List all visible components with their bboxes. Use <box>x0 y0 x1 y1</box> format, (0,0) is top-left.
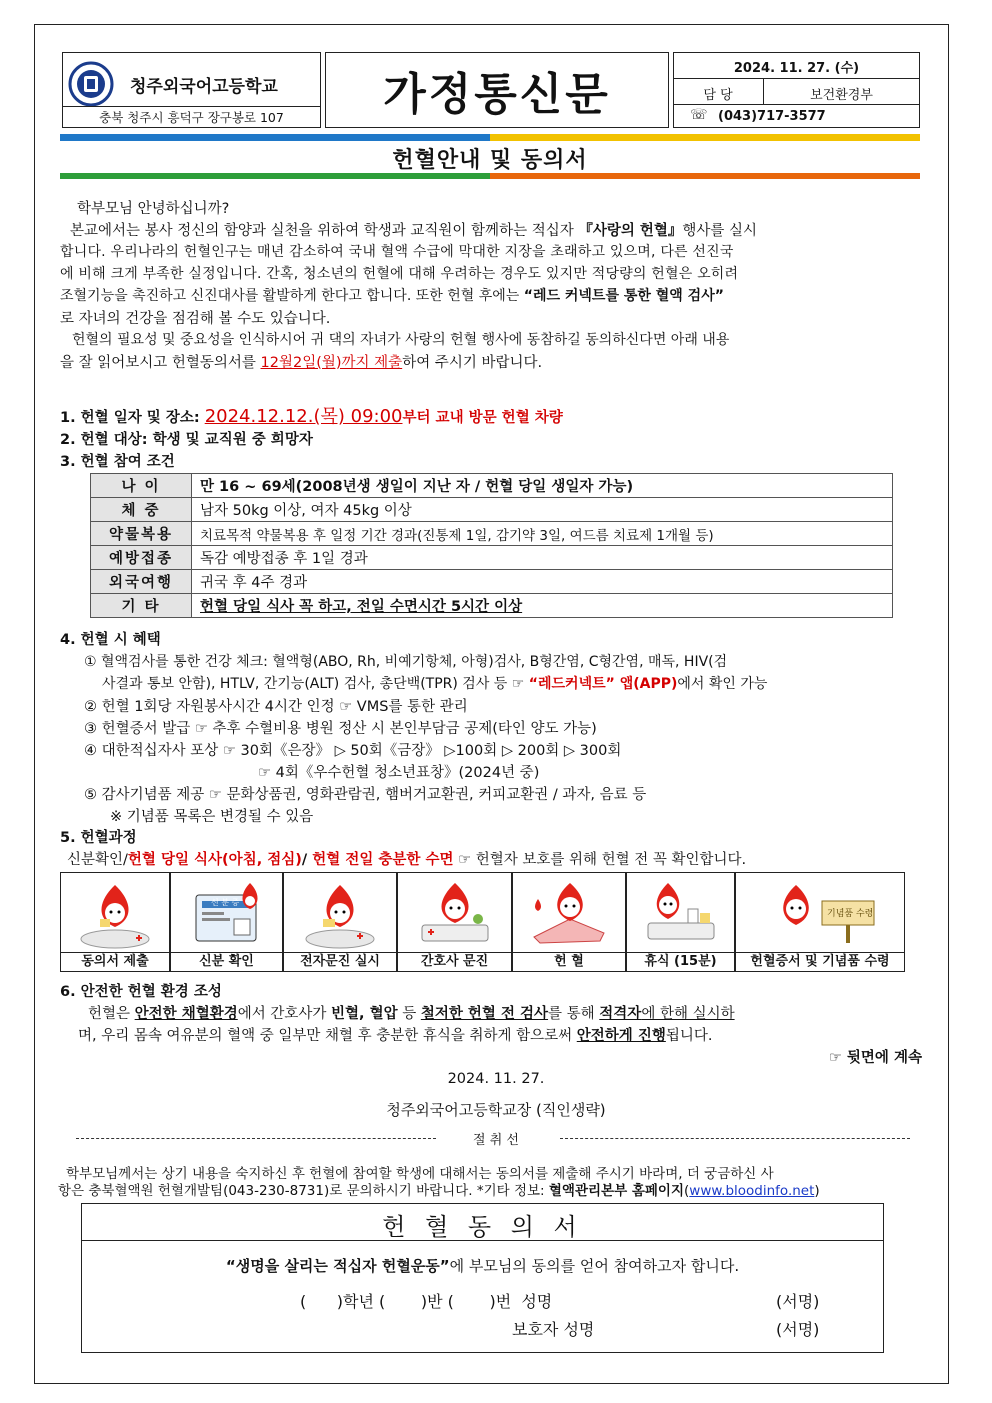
step-caption: 간호사 문진 <box>398 952 511 971</box>
student-sign: (서명) <box>776 1292 820 1311</box>
cond-value: 남자 50kg 이상, 여자 45kg 이상 <box>192 498 893 522</box>
phone-icon: ☏ <box>690 107 708 123</box>
section-6-line-2: 며, 우리 몸속 여유분의 혈액 중 일부만 채혈 후 충분한 휴식을 취하게 함으로써 안전하게 진행됩니다. <box>78 1028 713 1044</box>
student-line: ( )학년 ( )반 ( )번 성명 <box>300 1292 553 1311</box>
consent-desc: “생명을 살리는 적십자 헌혈운동”에 부모님의 동의를 얻어 참여하고자 합니다. <box>225 1257 740 1275</box>
principal: 청주외국어고등학교장 (직인생략) <box>386 1101 606 1119</box>
intro-line-1: 본교에서는 봉사 정신의 함양과 실천을 위하여 학생과 교직원이 함께하는 적십자 『사랑의 헌혈』행사를 실시 <box>70 223 758 239</box>
cond-value: 치료목적 약물복용 후 일정 기간 경과(진통제 1일, 감기약 3일, 여드름 치료제 1개월 등) <box>192 522 893 546</box>
step-caption: 동의서 제출 <box>61 952 169 971</box>
e-questionnaire-mascot-icon <box>301 879 379 951</box>
table-row <box>91 474 893 498</box>
section-4-title: 4. 헌혈 시 혜택 <box>60 632 161 648</box>
dept-label: 담 당 <box>703 88 733 103</box>
footer-note-1: 학부모님께서는 상기 내용을 숙지하신 후 헌혈에 참여할 학생에 대해서는 동의서를 제출해 주시기 바라며, 더 궁금하신 사 <box>66 1166 774 1182</box>
benefit-1a: ① 혈액검사를 통한 건강 체크: 혈액형(ABO, Rh, 비예기항체, 아형)검사, B형간염, C형간염, 매독, HIV(검 <box>84 654 728 670</box>
id-card-mascot-icon <box>179 879 275 951</box>
section-3: 3. 헌혈 참여 조건 <box>60 454 175 470</box>
section-2: 2. 헌혈 대상: 학생 및 교직원 중 희망자 <box>60 432 313 448</box>
consent-title: 헌 혈 동 의 서 <box>382 1213 583 1241</box>
page-title: 가정통신문 <box>383 69 611 120</box>
section-6-line-1: 헌혈은 안전한 채혈환경에서 간호사가 빈혈, 혈압 등 철저한 헌혈 전 검사를 통해 적격자에 한해 실시하 <box>88 1006 735 1022</box>
process-step-2 <box>170 872 283 972</box>
school-emblem <box>68 61 114 107</box>
table-row <box>91 570 893 594</box>
cond-value: 만 16 ~ 69세(2008년생 생일이 지난 자 / 헌혈 당일 생일자 가능) <box>192 474 893 498</box>
intro-line-7: 을 잘 읽어보시고 헌혈동의서를 12월2일(월)까지 제출하여 주시기 바랍니다. <box>60 355 543 371</box>
process-step-5 <box>512 872 626 972</box>
greeting: 학부모님 안녕하십니까? <box>77 201 230 217</box>
process-step-7 <box>735 872 905 972</box>
cond-value: 독감 예방접종 후 1일 경과 <box>192 546 893 570</box>
process-desc: 신분확인/헌혈 당일 식사(아침, 점심)/ 헌혈 전일 충분한 수면 ☞ 헌혈자 보호를 위해 헌혈 전 꼭 확인합니다. <box>67 852 747 868</box>
info-line-1 <box>673 78 920 79</box>
issue-date: 2024. 11. 27. (수) <box>733 61 860 76</box>
conditions-table <box>90 473 893 618</box>
cut-line-right <box>560 1138 910 1139</box>
table-row <box>91 594 893 618</box>
bloodinfo-link[interactable]: www.bloodinfo.net <box>689 1183 815 1199</box>
bar-green <box>60 173 490 179</box>
cond-label: 약물복용 <box>91 522 192 546</box>
step-caption: 휴식 (15분) <box>627 952 734 971</box>
guardian-sign: (서명) <box>776 1320 820 1339</box>
process-step-4 <box>397 872 512 972</box>
section-1: 1. 헌혈 일자 및 장소: 2024.12.12.(목) 09:00부터 교내 방문 헌혈 차량 <box>60 406 563 427</box>
footer-date: 2024. 11. 27. <box>447 1071 545 1087</box>
intro-line-3: 에 비해 크게 부족한 실정입니다. 간혹, 청소년의 헌혈에 대해 우려하는 경우도 있지만 적당량의 헌혈은 오히려 <box>60 266 739 282</box>
table-row <box>91 546 893 570</box>
section-6-title: 6. 안전한 헌혈 환경 조성 <box>60 984 222 1000</box>
step-caption: 헌혈증서 및 기념품 수령 <box>736 952 904 971</box>
section-5-title: 5. 헌혈과정 <box>60 830 137 846</box>
guardian-label: 보호자 성명 <box>512 1320 595 1339</box>
step-caption: 헌 혈 <box>513 952 625 971</box>
cut-line-left <box>76 1138 436 1139</box>
bar-blue <box>60 134 490 141</box>
process-step-6 <box>626 872 735 972</box>
table-row <box>91 522 893 546</box>
benefit-1b: 사결과 통보 안함), HTLV, 간기능(ALT) 검사, 총단백(TPR) 검사 등 ☞ “레드커넥트” 앱(APP)에서 확인 가능 <box>102 676 768 692</box>
step-caption: 전자문진 실시 <box>284 952 396 971</box>
id-card-text: 신 분 증 <box>211 898 240 907</box>
cond-value: 귀국 후 4주 경과 <box>192 570 893 594</box>
step-caption: 신분 확인 <box>171 952 282 971</box>
school-address: 충북 청주시 흥덕구 장구봉로 107 <box>99 110 284 125</box>
benefit-4b: ☞ 4회《우수헌혈 청소년표창》(2024년 중) <box>258 765 540 781</box>
benefit-3: ③ 헌혈증서 발급 ☞ 추후 수혈비용 병원 정산 시 본인부담금 공제(타인 양도 가능) <box>84 721 597 737</box>
cond-label: 외국여행 <box>91 570 192 594</box>
subtitle: 헌혈안내 및 동의서 <box>392 148 588 173</box>
intro-line-6: 헌혈의 필요성 및 중요성을 인식하시어 귀 댁의 자녀가 사랑의 헌혈 행사에 동참하길 동의하신다면 아래 내용 <box>72 332 730 348</box>
cond-label: 기 타 <box>91 594 192 618</box>
cut-line-label: 절 취 선 <box>473 1133 519 1148</box>
dept-value: 보건환경부 <box>810 88 873 103</box>
info-line-2 <box>673 104 920 105</box>
intro-line-4: 조혈기능을 촉진하고 신진대사를 활발하게 한다고 합니다. 또한 헌혈 후에는 “레드 커넥트를 통한 혈액 검사” <box>60 288 724 304</box>
bar-yellow <box>490 134 920 141</box>
phone-number: (043)717-3577 <box>718 109 826 124</box>
benefit-2: ② 헌혈 1회당 자원봉사시간 4시간 인정 ☞ VMS를 통한 관리 <box>84 699 468 715</box>
benefit-5: ⑤ 감사기념품 제공 ☞ 문화상품권, 영화관람권, 햄버거교환권, 커피교환권 / 과자, 음료 등 <box>84 787 647 803</box>
footer-note-2: 항은 충북혈액원 헌혈개발팀(043-230-8731)로 문의하시기 바랍니다. *기타 정보: 혈액관리본부 홈페이지(www.bloodinfo.net) <box>58 1183 820 1199</box>
consent-form-mascot-icon <box>76 879 154 951</box>
continue-note: ☞ 뒷면에 계속 <box>828 1050 922 1066</box>
table-row <box>91 498 893 522</box>
cond-value: 헌혈 당일 식사 꼭 하고, 전일 수면시간 5시간 이상 <box>192 594 893 618</box>
cond-label: 예방접종 <box>91 546 192 570</box>
intro-line-5: 로 자녀의 건강을 점검해 볼 수도 있습니다. <box>60 311 331 327</box>
process-step-3 <box>283 872 397 972</box>
school-divider <box>62 106 321 107</box>
intro-line-2: 합니다. 우리나라의 헌혈인구는 매년 감소하여 국내 혈액 수급에 막대한 지장을 초래하고 있으며, 다른 선진국 <box>60 244 734 260</box>
cond-label: 체 중 <box>91 498 192 522</box>
rest-mascot-icon <box>642 879 720 951</box>
benefit-5-note: ※ 기념품 목록은 변경될 수 있음 <box>110 809 314 825</box>
benefit-4: ④ 대한적십자사 포상 ☞ 30회《은장》 ▷ 50회《금장》 ▷100회 ▷ 200회 ▷ 300회 <box>84 743 622 759</box>
process-step-1 <box>60 872 170 972</box>
nurse-interview-mascot-icon <box>416 879 494 951</box>
gift-sign-text: 기념품 수령 <box>827 909 874 919</box>
school-name: 청주외국어고등학교 <box>130 77 278 97</box>
cond-label: 나 이 <box>91 474 192 498</box>
blood-donation-mascot-icon <box>519 879 619 951</box>
bar-orange <box>490 173 920 179</box>
